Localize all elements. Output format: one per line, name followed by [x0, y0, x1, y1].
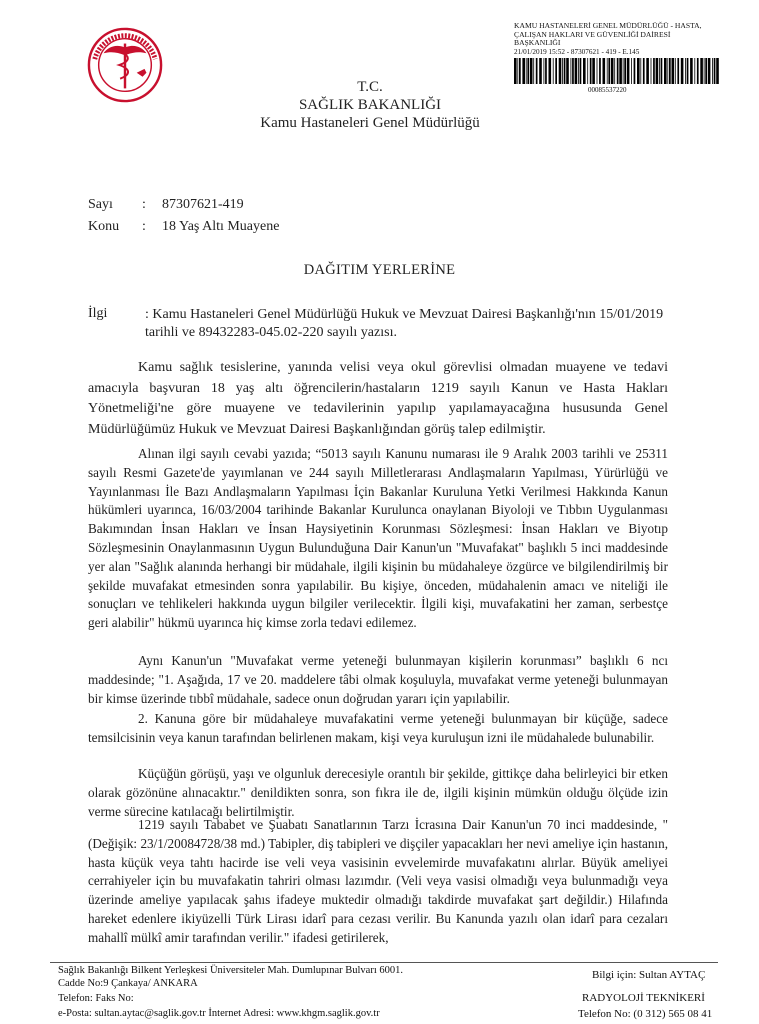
barcode-bar: [597, 58, 598, 84]
barcode-bar: [700, 58, 703, 84]
barcode-bar: [694, 58, 695, 84]
barcode-bar: [669, 58, 671, 84]
barcode-bar: [637, 58, 640, 84]
header-ministry: SAĞLIK BAKANLIĞI: [298, 97, 442, 113]
barcode-bar: [564, 58, 566, 84]
barcode-bar: [580, 58, 582, 84]
barcode-bar: [634, 58, 636, 84]
header-directorate: Kamu Hastaneleri Genel Müdürlüğü: [260, 115, 480, 131]
barcode-bar: [603, 58, 606, 84]
konu-value: 18 Yaş Altı Muayene: [162, 219, 280, 234]
barcode-bar: [659, 58, 660, 84]
footer-tel: Telefon No: (0 312) 565 08 41: [578, 1008, 713, 1020]
barcode-bar: [619, 58, 622, 84]
barcode-bar: [623, 58, 624, 84]
ilgi-text: : Kamu Hastaneleri Genel Müdürlüğü Hukuk ve Mevzuat Dairesi Başkanlığı'nın 15/01/2019 tarihli ve 89432283-045.02-220 sayılı yazısı.: [145, 307, 664, 340]
barcode-bar: [640, 58, 641, 84]
barcode-number: 00085537220: [588, 86, 627, 94]
footer-info: Bilgi için: Sultan AYTAÇ: [592, 969, 706, 981]
barcode: [514, 58, 719, 84]
barcode-bar: [555, 58, 557, 84]
sayi-label: Sayı: [88, 197, 113, 212]
barcode-bar: [646, 58, 649, 84]
barcode-bar: [704, 58, 705, 84]
barcode-bar: [572, 58, 574, 84]
letterhead: [220, 78, 520, 132]
barcode-bar: [617, 58, 619, 84]
barcode-bar: [536, 58, 538, 84]
barcode-bar: [667, 58, 668, 84]
stamp-line-3: BAŞKANLIĞI: [514, 38, 561, 48]
barcode-bar: [599, 58, 601, 84]
konu-label: Konu: [88, 219, 120, 234]
barcode-bar: [607, 58, 608, 84]
barcode-bar: [685, 58, 686, 84]
header-tc: T.C.: [357, 79, 383, 95]
barcode-bar: [608, 58, 610, 84]
barcode-bar: [627, 58, 630, 84]
footer-phone: Telefon: Faks No:: [58, 993, 134, 1004]
footer-address-1: Sağlık Bakanlığı Bilkent Yerleşkesi Üniversiteler Mah. Dumlupınar Bulvarı 6001.: [58, 965, 403, 976]
paragraph-5: Küçüğün görüşü, yaşı ve olgunluk derecesiyle orantılı bir şekilde, gittikçe daha belirleyici bir etken olarak gözönüne alınacaktır." denildikten sonra, son fıkra ile de, ilgili kişinin mümkün olduğu ölçüde izin verme sürecine katılacağı belirtilmiştir.: [88, 766, 668, 819]
ilgi-label: İlgi: [88, 306, 108, 321]
konu-separator: :: [142, 219, 146, 234]
footer-divider: [50, 962, 718, 963]
barcode-bar: [566, 58, 569, 84]
barcode-bar: [631, 58, 632, 84]
sayi-value: 87307621-419: [162, 197, 244, 212]
paragraph-6: 1219 sayılı Tababet ve Şuabatı Sanatlarının Tarzı İcrasına Dair Kanun'un 70 inci maddesinde, "(Değişik: 23/1/20084728/38 md.) Tabipler, diş tabipleri ve dişçiler yapacakları her nevi ameliye için hastanın, hasta küçük veya tahtı hacirde ise veli veya vasisinin evvelemirde muvafakatını alırlar. Büyük ameliyei cerrahiyeler için bu muvafakatin tahriri olması lazımdır. (Veli veya vasisi olmadığı veya bulunmadığı veya üzerinde ameliye yapılacak şahıs ifadeye muktedir olmadığı takdirde muvafakat şart değildir.) Hilafında hareket edenlere ikiyüzelli Türk Lirası idarî para cezası verilir. Bu Kanunda yazılı olan idarî para cezaları mahallî mülkî amir tarafından verilir." ifadesi getirilerek,: [88, 817, 668, 945]
barcode-bar: [664, 58, 667, 84]
barcode-bar: [571, 58, 572, 84]
sayi-row: [88, 197, 244, 213]
barcode-bar: [553, 58, 554, 84]
barcode-bar: [533, 58, 534, 84]
barcode-bar: [544, 58, 545, 84]
barcode-bar: [614, 58, 615, 84]
barcode-bar: [643, 58, 645, 84]
barcode-bar: [651, 58, 652, 84]
barcode-bar: [697, 58, 699, 84]
barcode-bar: [587, 58, 588, 84]
barcode-bar: [592, 58, 595, 84]
barcode-bar: [530, 58, 533, 84]
stamp-reference: 21/01/2019 15:52 - 87307621 - 419 - E.145: [514, 47, 640, 56]
barcode-bar: [549, 58, 552, 84]
barcode-bar: [677, 58, 679, 84]
barcode-bar: [575, 58, 578, 84]
sayi-separator: :: [142, 197, 146, 212]
barcode-bar: [708, 58, 711, 84]
barcode-bar: [661, 58, 663, 84]
barcode-bar: [712, 58, 713, 84]
document-stamp: [514, 22, 724, 56]
barcode-bar: [583, 58, 586, 84]
stamp-line-2: ÇALIŞAN HAKLARI VE GÜVENLİĞİ DAİRESİ: [514, 29, 671, 39]
barcode-bar: [539, 58, 542, 84]
barcode-bar: [681, 58, 684, 84]
barcode-bar: [716, 58, 719, 84]
barcode-bar: [578, 58, 579, 84]
footer-address-2: Cadde No:9 Çankaya/ ANKARA: [58, 978, 198, 989]
barcode-bar: [687, 58, 689, 84]
barcode-bar: [624, 58, 626, 84]
barcode-bar: [522, 58, 525, 84]
stamp-line-1: KAMU HASTANELERİ GENEL MÜDÜRLÜĞÜ - HASTA,: [514, 21, 702, 30]
barcode-bar: [705, 58, 707, 84]
barcode-bar: [611, 58, 614, 84]
paragraph-2: Alınan ilgi sayılı cevabi yazıda; “5013 sayılı Kanunu numarası ile 9 Aralık 2003 tarihli ve 25311 sayılı Resmi Gazete'de yayımlanan ve 244 sayılı Milletlerarası Andlaşmaların Yapılması, Yürürlüğü ve Yayınlanması İle Bazı Andlaşmaların Yapılması İçin Bakanlar Kuruluna Yetki Verilmesi Hakkında Kanun hükümleri uyarınca, 16/03/2004 tarihinde Bakanlar Kurulunca onaylanan Biyoloji ve Tıbbın Uygulanması Bakımından İnsan Hakları ve İnsan Haysiyetinin Korunması Sözleşmesi: İnsan Hakları ve Biyotıp Sözleşmesinin Onaylanmasının Uygun Bulunduğuna Dair Kanun'un "Muvafakat" başlıklı 5 inci maddesinde yer alan "Sağlık alanında herhangi bir müdahale, ilgili kişinin bu müdahaleye özgürce ve bilgilendirilmiş bir şekilde muvafakat etmesinden sonra yapılabilir. Bu kişiye, önceden, müdahalenin amacı ve niteliği ile sonuçları ve tehlikeleri hakkında uygun bilgiler verilecektir. İlgili kişi, muvafakatini her zaman, serbestçe geri alabilir" hükmü uyarınca hiç kimse zorla tedavi edilemez.: [88, 446, 668, 631]
footer-email: e-Posta: sultan.aytac@saglik.gov.tr İnternet Adresi: www.khgm.saglik.gov.tr: [58, 1008, 380, 1019]
ministry-logo: [86, 26, 164, 104]
barcode-bar: [562, 58, 563, 84]
barcode-bar: [527, 58, 529, 84]
paragraph-1: Kamu sağlık tesislerine, yanında velisi veya okul görevlisi olmadan muayene ve tedavi amacıyla başvuran 18 yaş altı öğrencilerin/hastaların 1219 sayılı Kanun ve Hasta Hakları Yönetmeliği'ne göre muayene ve tedavilerinin yapılıp yapılamayacağına hususunda Genel Müdürlüğümüz Hukuk ve Mevzuat Dairesi Başkanlığından görüş talep edilmiştir.: [88, 360, 668, 437]
barcode-bar: [559, 58, 562, 84]
footer-title: RADYOLOJİ TEKNİKERİ: [582, 992, 705, 1004]
barcode-bar: [590, 58, 592, 84]
barcode-bar: [653, 58, 655, 84]
barcode-bar: [672, 58, 675, 84]
barcode-bar: [675, 58, 676, 84]
barcode-bar: [656, 58, 659, 84]
paragraph-3: Aynı Kanun'un "Muvafakat verme yeteneği bulunmayan kişilerin korunması” başlıklı 6 ncı maddesinde; "1. Aşağıda, 17 ve 20. maddelere tâbi olmak koşuluyla, muvafakat verme yeteneği bulunmayan bir kimse üzerinde tıbbî müdahale, sadece onun doğrudan yararı için yapılabilir.: [88, 653, 668, 706]
barcode-bar: [690, 58, 693, 84]
distribution-heading: DAĞITIM YERLERİNE: [303, 262, 456, 278]
barcode-bar: [545, 58, 547, 84]
barcode-bar: [526, 58, 527, 84]
barcode-bar: [714, 58, 716, 84]
konu-row: [88, 219, 279, 235]
paragraph-4: 2. Kanuna göre bir müdahaleye muvafakatini verme yeteneği bulunmayan bir küçüğe, sadece temsilcisinin veya kanun tarafından belirlenen makam, kişi veya kuruluşun izni ile müdahalede bulunabilir.: [88, 711, 668, 745]
